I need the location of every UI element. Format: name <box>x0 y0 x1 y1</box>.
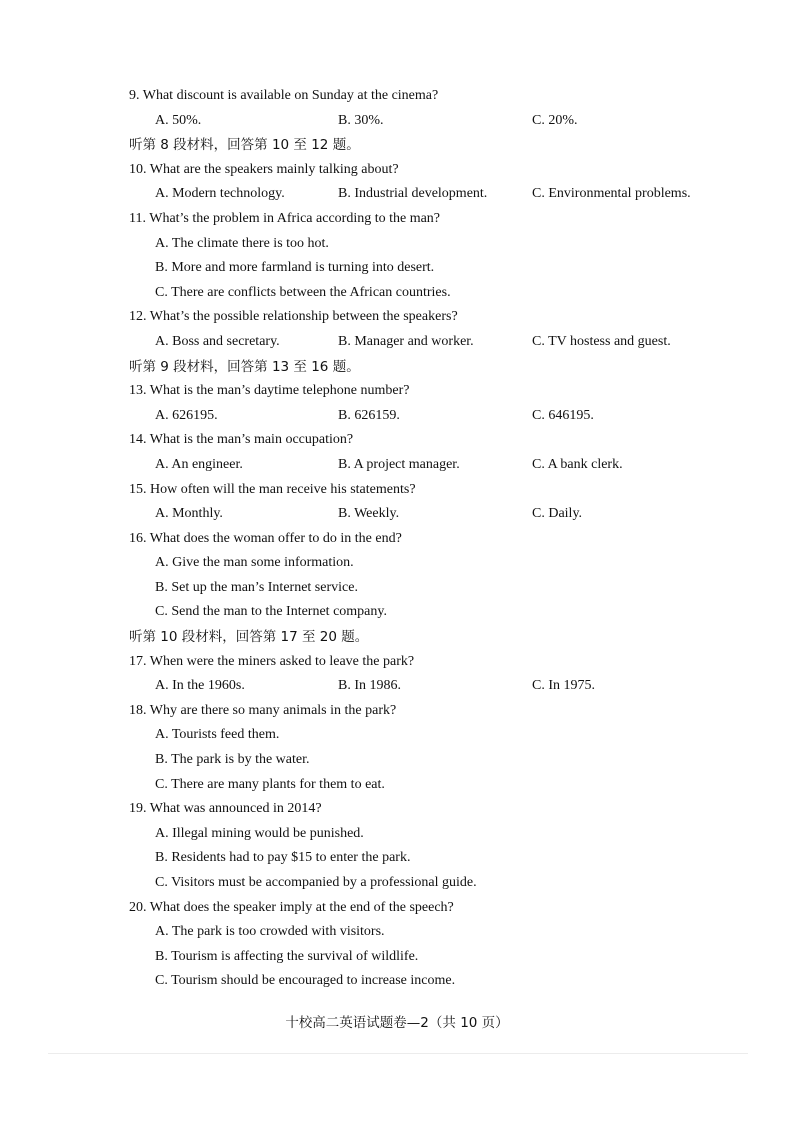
section-instruction: 听第 8 段材料，回答第 10 至 12 题。 <box>129 137 360 154</box>
answer-option-c: C. A bank clerk. <box>532 456 623 472</box>
answer-option: B. The park is by the water. <box>155 752 310 768</box>
question-text: 15. How often will the man receive his statements? <box>129 481 416 497</box>
question-text: 9. What discount is available on Sunday at the cinema? <box>129 88 439 103</box>
answer-option-a: A. In the 1960s. <box>155 678 245 694</box>
answer-option-b: B. A project manager. <box>338 456 460 472</box>
section-instruction: 听第 9 段材料，回答第 13 至 16 题。 <box>129 358 360 375</box>
answer-option-c: C. Daily. <box>532 506 583 522</box>
answer-option: B. More and more farmland is turning into desert. <box>155 260 435 276</box>
answer-option-b: B. In 1986. <box>338 678 401 694</box>
answer-option-a: A. Monthly. <box>155 506 223 522</box>
answer-options-row <box>129 674 729 699</box>
question-text: 19. What was announced in 2014? <box>129 801 322 817</box>
question-text: 20. What does the speaker imply at the end of the speech? <box>129 899 454 915</box>
answer-option-c: C. Environmental problems. <box>532 186 691 202</box>
question-text: 11. What’s the problem in Africa according to the man? <box>129 210 441 226</box>
answer-option-c: C. TV hostess and guest. <box>532 333 671 349</box>
section-instruction: 听第 10 段材料，回答第 17 至 20 题。 <box>129 629 369 646</box>
answer-option-a: A. An engineer. <box>155 456 243 472</box>
question-text: 12. What’s the possible relationship between the speakers? <box>129 309 458 325</box>
question-list <box>129 84 729 994</box>
question-text: 16. What does the woman offer to do in the end? <box>129 530 402 546</box>
answer-options-row <box>129 182 729 207</box>
answer-option-a: A. 50%. <box>155 112 202 128</box>
answer-options-row <box>129 453 729 478</box>
answer-option-c: C. In 1975. <box>532 678 595 694</box>
answer-options-row <box>129 404 729 429</box>
answer-option-b: B. Weekly. <box>338 506 400 522</box>
answer-options-row <box>129 502 729 527</box>
answer-option: A. Tourists feed them. <box>155 727 280 743</box>
answer-option: C. Tourism should be encouraged to increase income. <box>155 973 456 989</box>
answer-option: A. Illegal mining would be punished. <box>155 825 364 841</box>
answer-option: C. Send the man to the Internet company. <box>155 604 387 620</box>
answer-option: A. Give the man some information. <box>155 555 354 571</box>
question-text: 14. What is the man’s main occupation? <box>129 432 354 448</box>
question-text: 13. What is the man’s daytime telephone number? <box>129 383 410 399</box>
answer-option: C. There are many plants for them to eat. <box>155 776 385 792</box>
answer-option-a: A. Boss and secretary. <box>155 333 280 349</box>
answer-options-row <box>129 109 729 134</box>
answer-option-a: A. 626195. <box>155 407 218 423</box>
question-text: 18. Why are there so many animals in the park? <box>129 702 397 718</box>
answer-option: C. There are conflicts between the African countries. <box>155 284 451 300</box>
answer-option: C. Visitors must be accompanied by a professional guide. <box>155 875 477 890</box>
answer-option-b: B. Industrial development. <box>338 186 488 202</box>
page-footer: 十校高二英语试题卷—2（共 10 页） <box>285 1015 509 1031</box>
answer-option-b: B. Manager and worker. <box>338 333 474 349</box>
answer-options-row <box>129 330 729 355</box>
answer-option: B. Tourism is affecting the survival of wildlife. <box>155 948 419 964</box>
question-text: 17. When were the miners asked to leave the park? <box>129 653 415 669</box>
bottom-rule <box>48 1053 748 1054</box>
answer-option: A. The park is too crowded with visitors. <box>155 924 385 940</box>
question-text: 10. What are the speakers mainly talking about? <box>129 161 399 177</box>
answer-option: B. Set up the man’s Internet service. <box>155 579 358 595</box>
answer-option-b: B. 626159. <box>338 407 400 423</box>
answer-option: A. The climate there is too hot. <box>155 235 329 251</box>
answer-option: B. Residents had to pay $15 to enter the park. <box>155 850 411 866</box>
answer-option-c: C. 646195. <box>532 407 594 423</box>
answer-option-b: B. 30%. <box>338 112 384 128</box>
answer-option-c: C. 20%. <box>532 112 578 128</box>
answer-option-a: A. Modern technology. <box>155 186 285 202</box>
